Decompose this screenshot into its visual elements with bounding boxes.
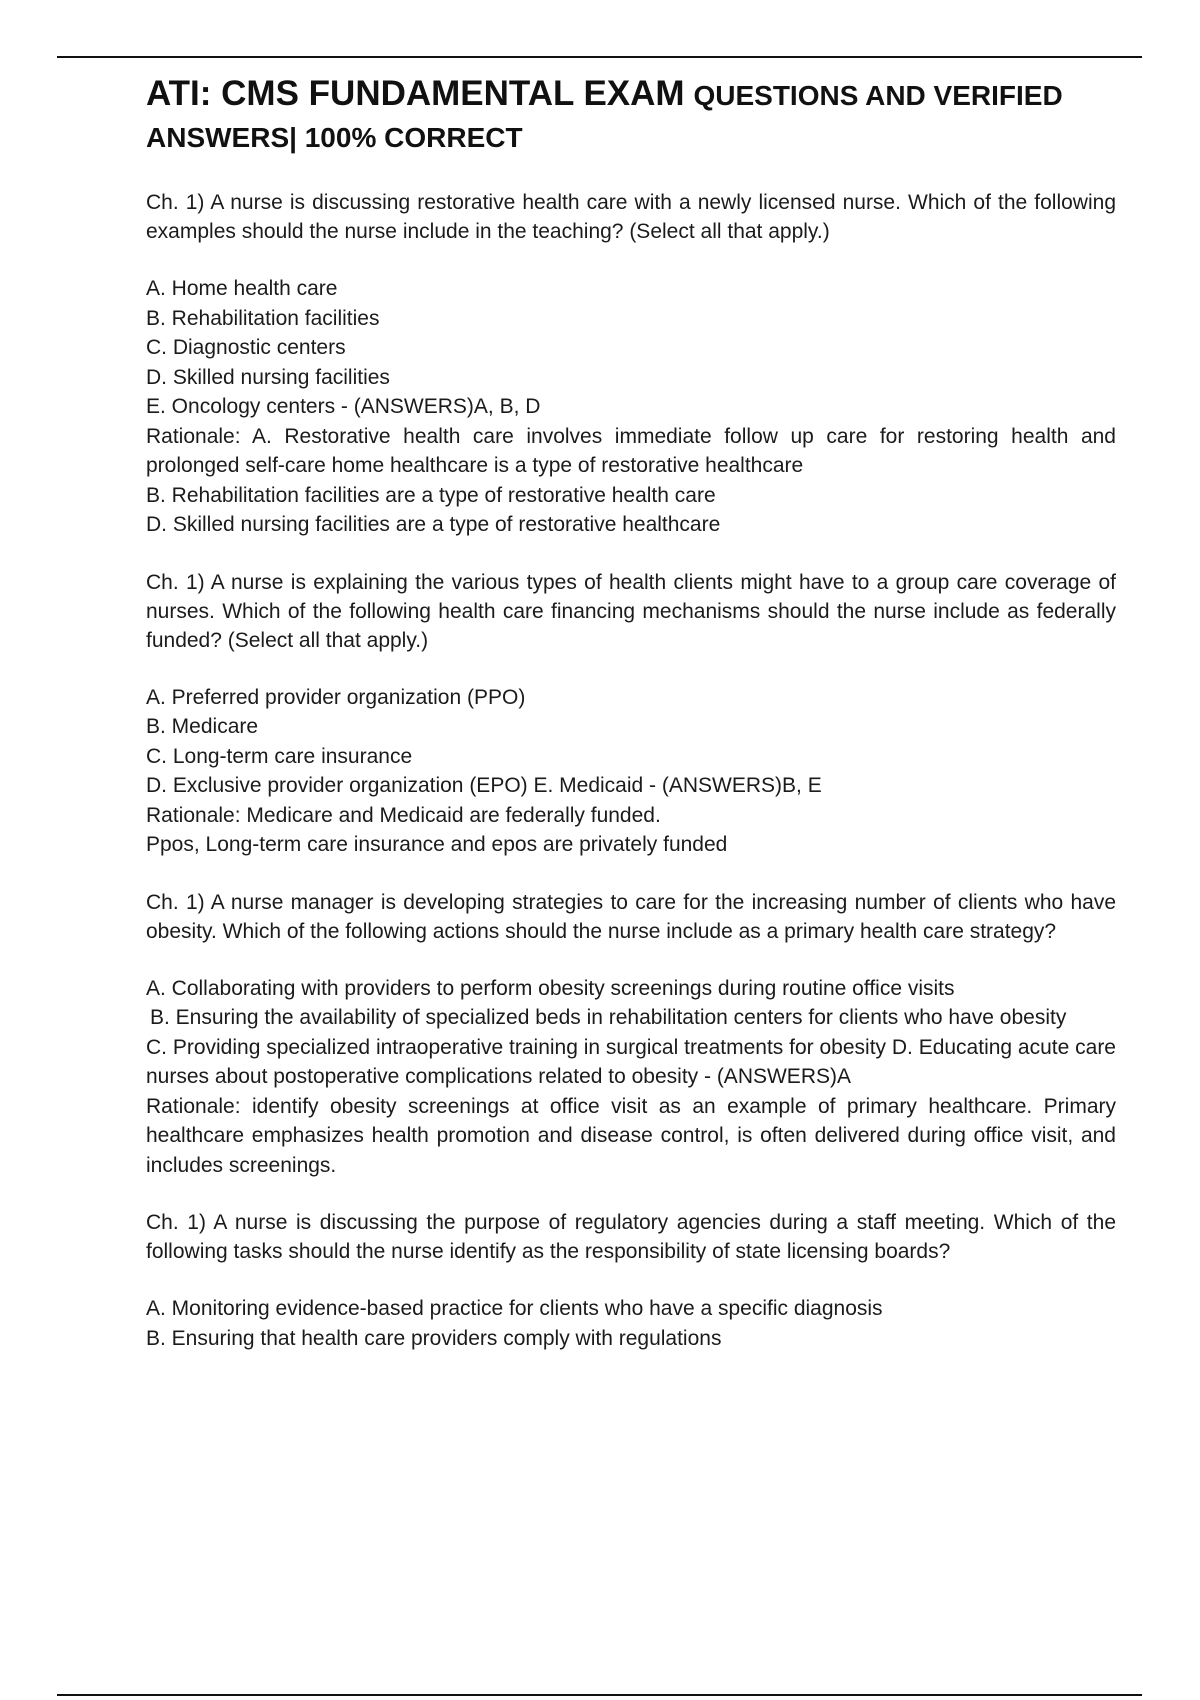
q1-rationale-2: B. Rehabilitation facilities are a type of restorative health care <box>146 483 716 507</box>
q3-option-b: B. Ensuring the availability of specialized beds in rehabilitation centers for clients who have obesity <box>150 1006 1067 1029</box>
q1-rationale-3: D. Skilled nursing facilities are a type of restorative healthcare <box>146 513 721 536</box>
q4-stem: Ch. 1) A nurse is discussing the purpose of regulatory agencies during a staff meeting. Which of the following tasks should the nurse identify as the responsibility of state licensing boards? <box>146 1211 1116 1263</box>
q1-option-c: C. Diagnostic centers <box>146 336 346 359</box>
q3-stem: Ch. 1) A nurse manager is developing strategies to care for the increasing number of clients who have obesity. Which of the following actions should the nurse include as a primary health care strategy? <box>146 890 1116 943</box>
q1-rationale-1: Rationale: A. Restorative health care involves immediate follow up care for restoring health and prolonged self-care home healthcare is a type of restorative healthcare <box>146 424 1116 477</box>
q2-rationale-1: Rationale: Medicare and Medicaid are federally funded. <box>146 803 661 827</box>
q1-option-a: A. Home health care <box>146 277 338 300</box>
q1-stem: Ch. 1) A nurse is discussing restorative health care with a newly licensed nurse. Which of the following examples should the nurse include in the teaching? (Select all that apply.) <box>146 191 1116 243</box>
q3-option-c: C. Providing specialized intraoperative training in surgical treatments for obesity D. Educating acute care nurses about postoperative complications related to obesity - (ANSWERS)A <box>146 1035 1116 1088</box>
q2-option-b: B. Medicare <box>146 715 259 738</box>
q2-option-c: C. Long-term care insurance <box>146 744 413 768</box>
q4-option-b: B. Ensuring that health care providers comply with regulations <box>146 1326 722 1350</box>
document-title <box>146 72 1116 158</box>
title-part1: ATI: CMS FUNDAMENTAL EXAM <box>146 74 685 113</box>
top-rule <box>57 56 1142 58</box>
document-body <box>146 72 1116 1353</box>
q2-rationale-2: Ppos, Long-term care insurance and epos are privately funded <box>146 833 728 856</box>
q2-option-a: A. Preferred provider organization (PPO) <box>146 685 526 709</box>
bottom-rule <box>57 1694 1142 1696</box>
title-part3: ANSWERS| 100% CORRECT <box>146 122 523 153</box>
q1-option-b: B. Rehabilitation facilities <box>146 306 380 330</box>
q2-stem: Ch. 1) A nurse is explaining the various types of health clients might have to a group care coverage of nurses. Which of the following health care financing mechanisms should the nurse include as federally funded? (Select all that apply.) <box>146 570 1116 652</box>
q2-option-d: D. Exclusive provider organization (EPO) E. Medicaid - (ANSWERS)B, E <box>146 774 822 797</box>
q4-option-a: A. Monitoring evidence-based practice for clients who have a specific diagnosis <box>146 1297 883 1320</box>
q1-option-d: D. Skilled nursing facilities <box>146 365 390 389</box>
title-part2: QUESTIONS AND VERIFIED <box>693 80 1063 111</box>
q3-rationale-1: Rationale: identify obesity screenings at office visit as an example of primary healthcare. Primary healthcare emphasizes health promotion and disease control, is often delivered during office visit, and includes screenings. <box>146 1094 1116 1177</box>
q1-option-e: E. Oncology centers - (ANSWERS)A, B, D <box>146 395 541 418</box>
q3-option-a: A. Collaborating with providers to perform obesity screenings during routine office visits <box>146 976 955 1000</box>
